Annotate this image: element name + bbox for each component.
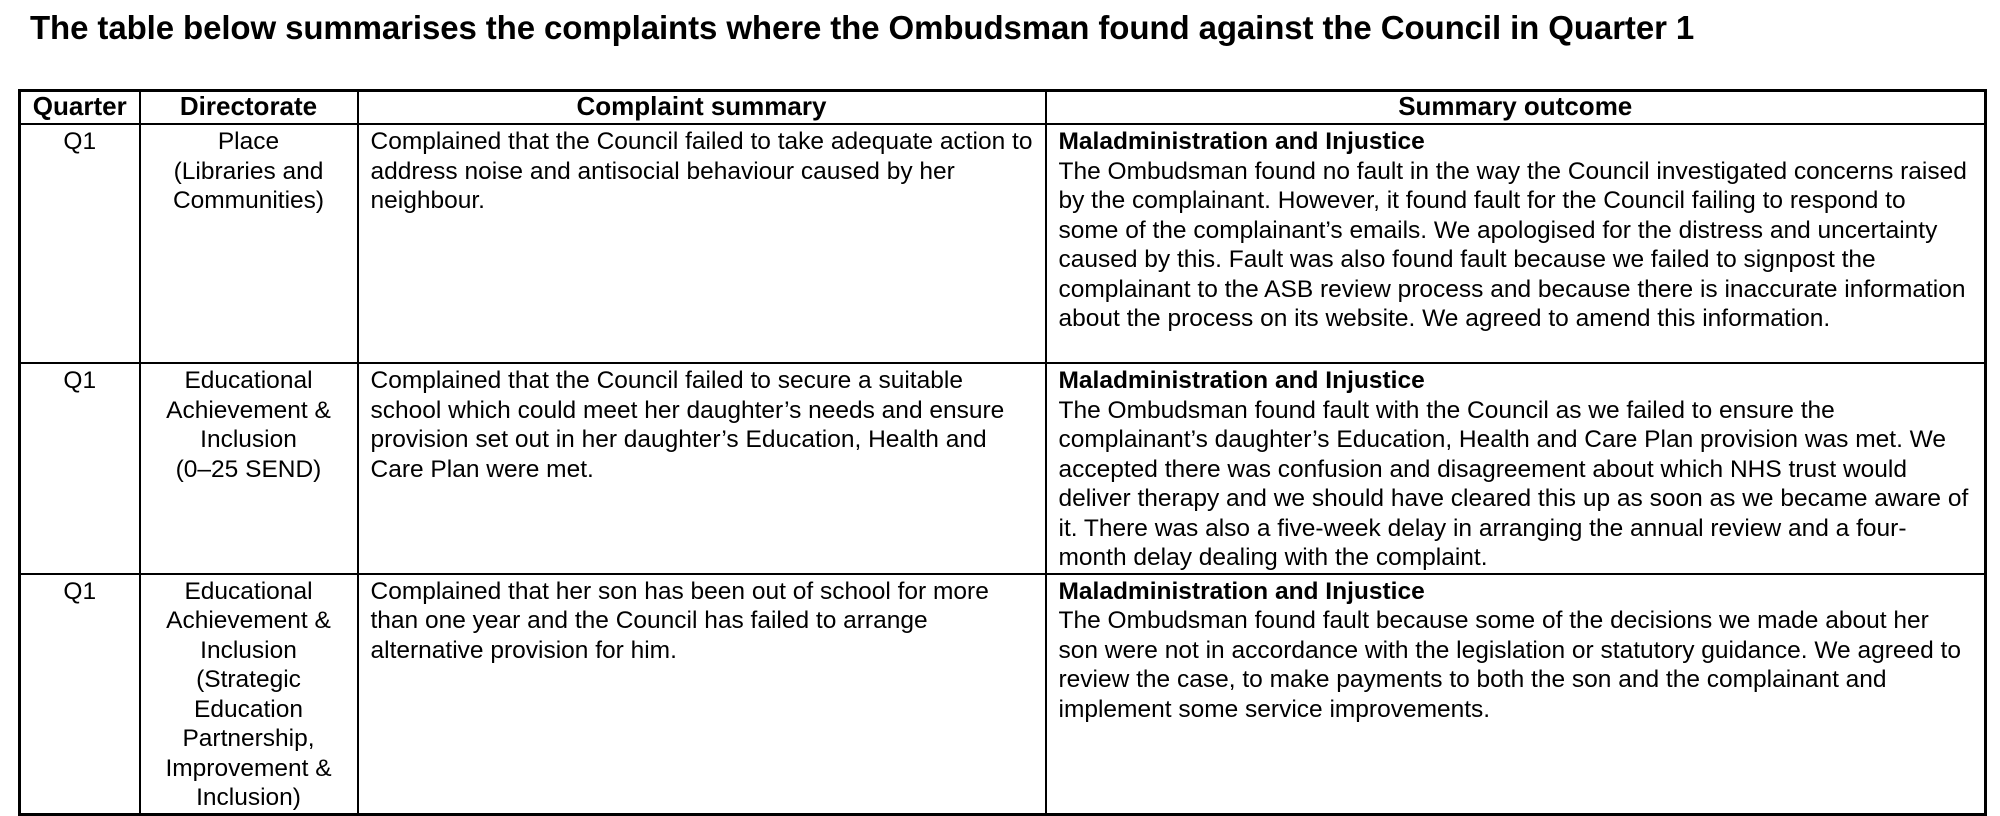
header-directorate: Directorate <box>140 91 358 125</box>
outcome-heading: Maladministration and Injustice <box>1058 128 1425 155</box>
complaints-table <box>18 89 1987 816</box>
cell-quarter: Q1 <box>20 574 140 815</box>
page-title: The table below summarises the complaints where the Ombudsman found against the Council in Quarter 1 <box>30 9 1695 46</box>
header-complaint-summary: Complaint summary <box>358 91 1046 125</box>
cell-complaint-summary: Complained that the Council failed to take adequate action to address noise and antisocial behaviour caused by her neighbour. <box>358 124 1046 363</box>
cell-summary-outcome <box>1046 363 1986 574</box>
outcome-text: The Ombudsman found fault because some of the decisions we made about her son were not in accordance with the legislation or statutory guidance. We agreed to review the case, to make payments to both the son and the complainant and implement some service improvements. <box>1058 607 1961 723</box>
cell-complaint-summary: Complained that her son has been out of school for more than one year and the Council has failed to arrange alternative provision for him. <box>358 574 1046 815</box>
header-summary-outcome: Summary outcome <box>1046 91 1986 125</box>
cell-directorate: Educational Achievement & Inclusion (0–25 SEND) <box>140 363 358 574</box>
header-row <box>20 91 1986 125</box>
table-row <box>20 363 1986 574</box>
table-header <box>20 91 1986 125</box>
header-quarter: Quarter <box>20 91 140 125</box>
cell-summary-outcome <box>1046 124 1986 363</box>
cell-summary-outcome <box>1046 574 1986 815</box>
cell-directorate: Educational Achievement & Inclusion (Strategic Education Partnership, Improvement & Inclusion) <box>140 574 358 815</box>
table-row <box>20 574 1986 815</box>
cell-quarter: Q1 <box>20 363 140 574</box>
outcome-heading: Maladministration and Injustice <box>1058 367 1425 394</box>
table-body <box>20 124 1986 814</box>
table-row <box>20 124 1986 363</box>
cell-directorate: Place (Libraries and Communities) <box>140 124 358 363</box>
cell-quarter: Q1 <box>20 124 140 363</box>
outcome-text: The Ombudsman found no fault in the way the Council investigated concerns raised by the complainant. However, it found fault for the Council failing to respond to some of the complainant’s emails. We apologised for the distress and uncertainty caused by this. Fault was also found fault because we failed to signpost the complainant to the ASB review process and because there is inaccurate information about the process on its website. We agreed to amend this information. <box>1058 157 1967 332</box>
outcome-text: The Ombudsman found fault with the Council as we failed to ensure the complainant’s daughter’s Education, Health and Care Plan provision was met. We accepted there was confusion and disagreement about which NHS trust would deliver therapy and we should have cleared this up as soon as we became aware of it. There was also a five-week delay in arranging the annual review and a four-month delay dealing with the complaint. <box>1058 396 1969 571</box>
cell-complaint-summary: Complained that the Council failed to secure a suitable school which could meet her daughter’s needs and ensure provision set out in her daughter’s Education, Health and Care Plan were met. <box>358 363 1046 574</box>
outcome-heading: Maladministration and Injustice <box>1058 577 1425 605</box>
